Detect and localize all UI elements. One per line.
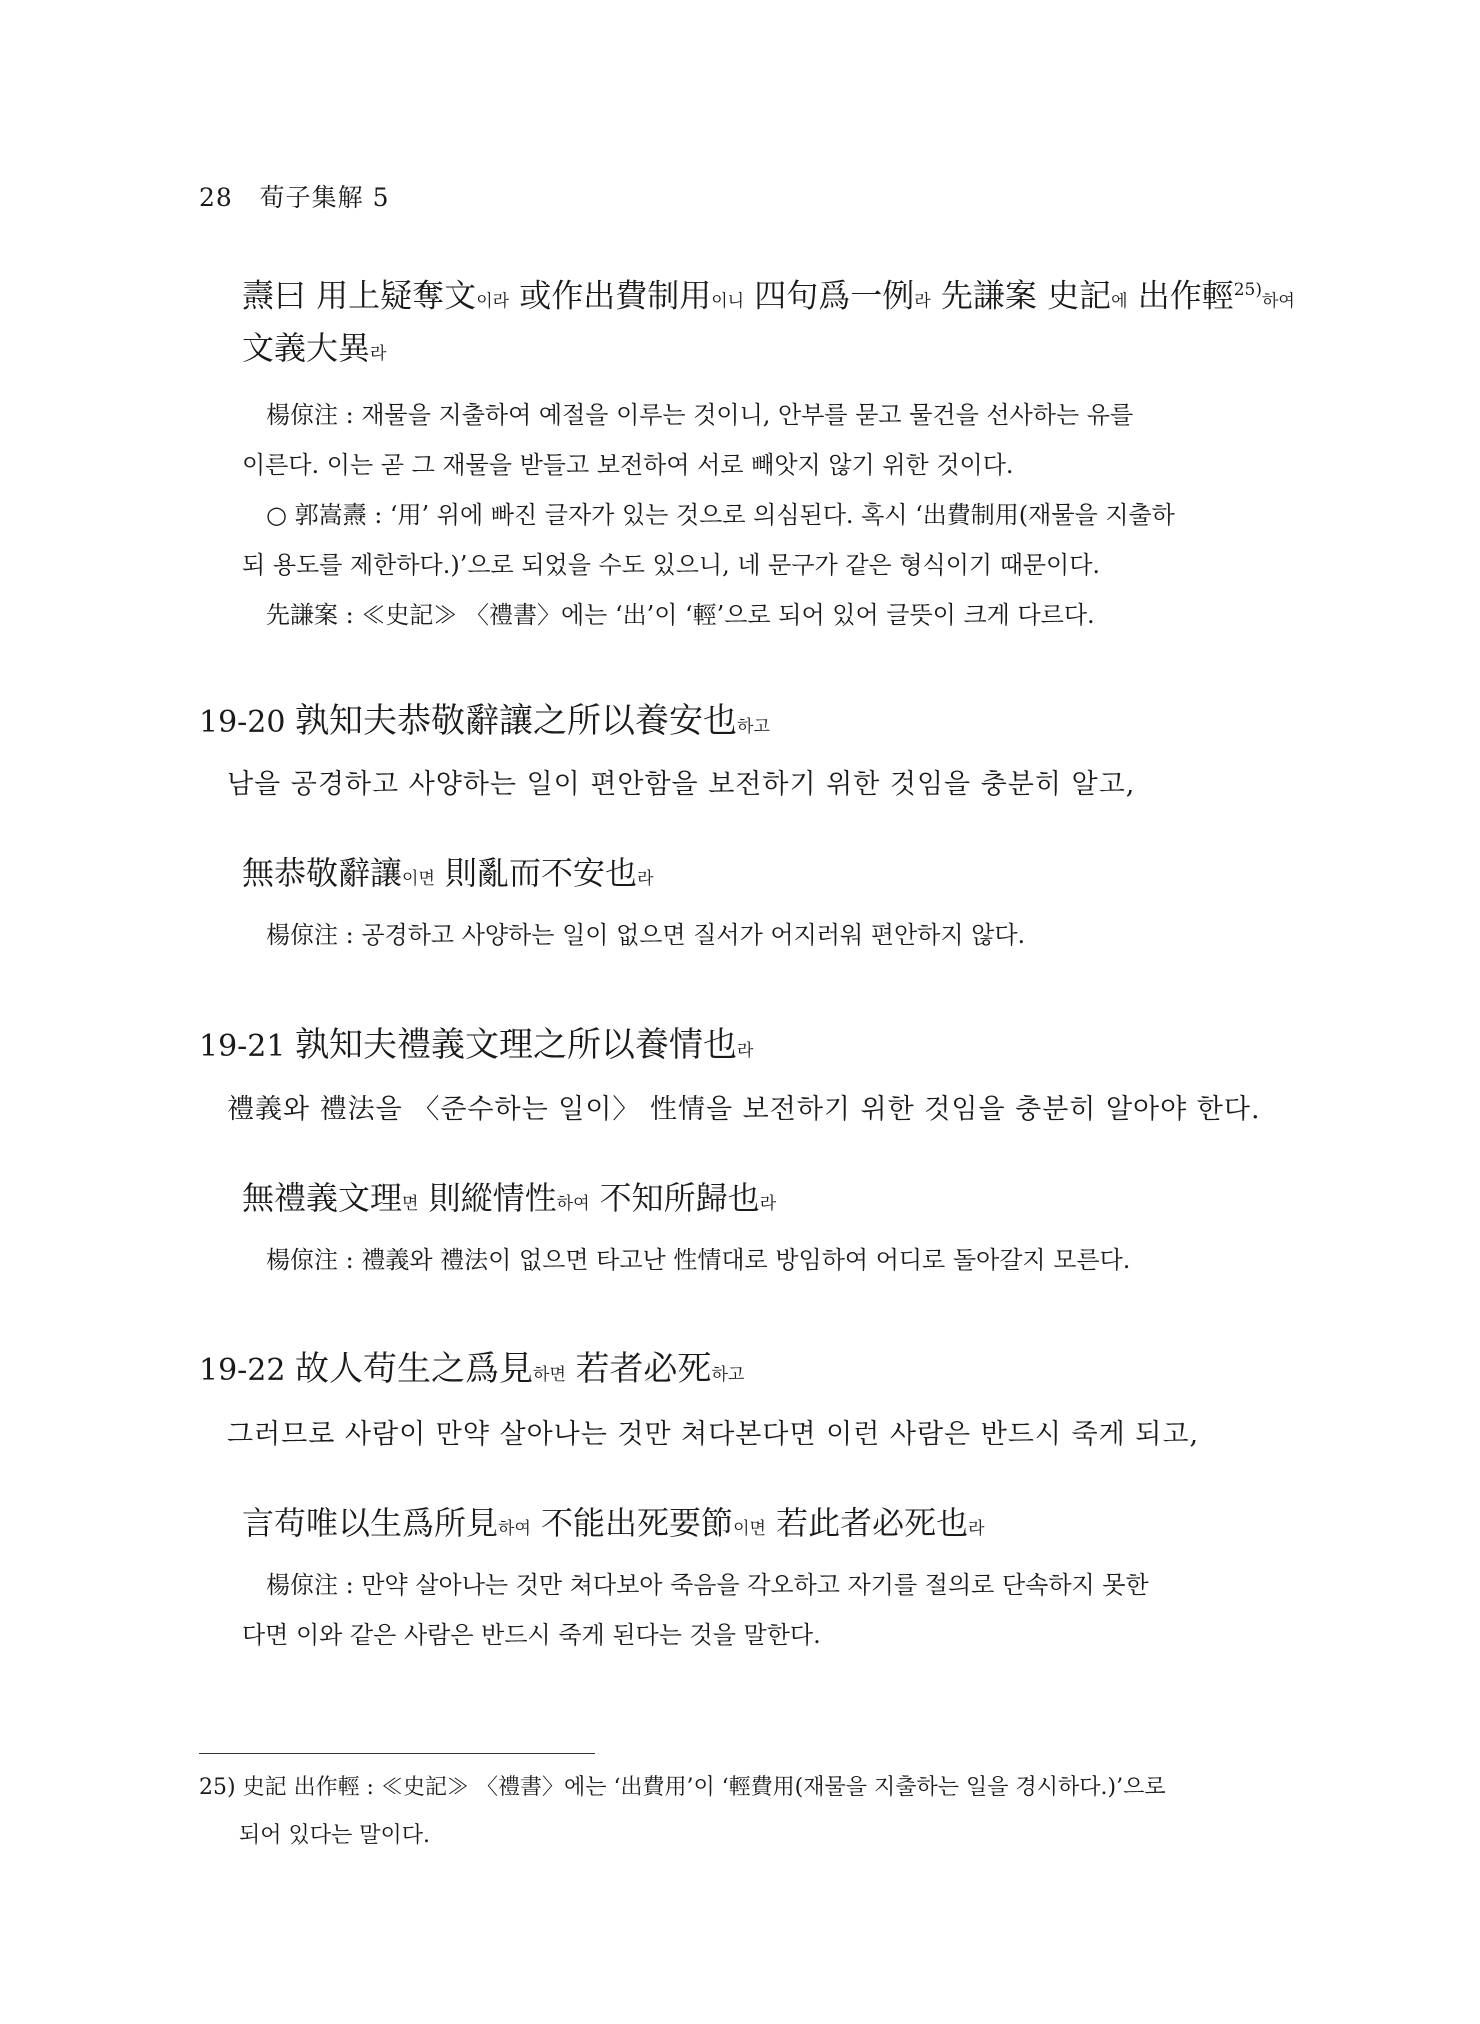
original-text: 孰知夫禮義文理之所以養情也	[295, 1025, 738, 1065]
original-text: 文義大異	[242, 329, 371, 367]
original-text: 則縱情性	[428, 1179, 557, 1217]
particle: 라	[737, 1041, 754, 1061]
section-original	[242, 845, 1302, 907]
section-translation: 남을 공경하고 사양하는 일이 편안함을 보전하기 위한 것임을 충분히 알고,	[227, 769, 1136, 800]
particle: 라	[759, 1194, 777, 1214]
section-translation: 그러므로 사람이 만약 살아나는 것만 쳐다본다면 이런 사람은 반드시 죽게 되고,	[227, 1419, 1200, 1450]
section-notes	[242, 910, 1302, 960]
particle: 하여	[498, 1519, 531, 1539]
particle: 면	[402, 1194, 419, 1214]
section-notes	[242, 1235, 1302, 1285]
original-text: 若此者必死也	[776, 1504, 969, 1542]
particle: 라	[968, 1519, 985, 1539]
original-text: 不能出死要節	[541, 1504, 734, 1542]
original-text: 無禮義文理	[242, 1179, 403, 1217]
original-text: 不知所歸也	[599, 1179, 760, 1217]
particle: 이니	[711, 291, 745, 312]
section-original	[242, 1495, 1302, 1557]
original-text: 或作出費制用	[519, 276, 712, 315]
intro-notes	[242, 390, 1302, 640]
original-text: 出作輕	[1137, 276, 1234, 315]
commentary: 先謙案 : ≪史記≫ 〈禮書〉에는 ‘出’이 ‘輕’으로 되어 있어 글뜻이 크게 다르다.	[266, 601, 1095, 629]
particle: 하여	[556, 1194, 590, 1214]
footnote-marker: 25)	[1233, 280, 1262, 300]
commentary: 楊倞注 : 공경하고 사양하는 일이 없으면 질서가 어지러워 편안하지 않다.	[266, 921, 1026, 949]
commentary: ○ 郭嵩燾 : ‘用’ 위에 빠진 글자가 있는 것으로 의심된다. 혹시 ‘出費制用(재물을 지출하	[266, 501, 1175, 529]
original-text: 燾曰 用上疑奪文	[242, 276, 477, 315]
original-text: 孰知夫恭敬辭讓之所以養安也	[295, 701, 738, 741]
section-number: 19-22	[199, 1353, 286, 1388]
section-translation: 禮義와 禮法을 〈준수하는 일이〉 性情을 보전하기 위한 것임을 충분히 알아야 한다.	[227, 1094, 1261, 1125]
original-text: 言苟唯以生爲所見	[242, 1504, 499, 1542]
footnote-divider	[199, 1753, 595, 1754]
commentary: 楊倞注 : 재물을 지출하여 예절을 이루는 것이니, 안부를 묻고 물건을 선사하는 유를	[266, 401, 1134, 429]
particle: 라	[370, 344, 387, 364]
section-heading	[199, 1344, 744, 1400]
original-text: 四句爲一例	[754, 276, 915, 315]
particle: 이면	[402, 869, 435, 889]
footnote-line: 25) 史記 出作輕 : ≪史記≫ 〈禮書〉에는 ‘出費用’이 ‘輕費用(재물을 지출하는 일을 경시하다.)’으로	[199, 1775, 1166, 1800]
commentary-cont: 다면 이와 같은 사람은 반드시 죽게 된다는 것을 말한다.	[242, 1621, 821, 1649]
commentary: 楊倞注 : 만약 살아나는 것만 쳐다보아 죽음을 각오하고 자기를 절의로 단속하지 못한	[266, 1571, 1149, 1599]
intro-original-line-2	[242, 320, 1302, 382]
running-header	[199, 178, 390, 214]
particle: 라	[914, 291, 931, 312]
footnote-line-cont: 되어 있다는 말이다.	[239, 1823, 430, 1848]
commentary-cont: 되 용도를 제한하다.)’으로 되었을 수도 있으니, 네 문구가 같은 형식이기 때문이다.	[242, 551, 1101, 579]
section-heading	[199, 1020, 753, 1076]
commentary-cont: 이른다. 이는 곧 그 재물을 받들고 보전하여 서로 빼앗지 않기 위한 것이다.	[242, 451, 1014, 479]
section-original	[242, 1170, 1302, 1232]
commentary: 楊倞注 : 禮義와 禮法이 없으면 타고난 性情대로 방임하여 어디로 돌아갈지 모른다.	[266, 1246, 1131, 1274]
particle: 하고	[737, 717, 770, 737]
footnote	[199, 1764, 1299, 1860]
original-text: 故人苟生之爲見	[295, 1349, 534, 1389]
book-title: 荀子集解 5	[259, 183, 390, 212]
original-text: 先謙案 史記	[940, 276, 1112, 315]
original-text: 無恭敬辭讓	[242, 854, 403, 892]
particle: 이면	[733, 1519, 766, 1539]
particle: 하여	[1261, 291, 1295, 312]
section-number: 19-20	[199, 705, 286, 740]
page-number: 28	[199, 183, 233, 212]
particle: 이라	[476, 291, 510, 312]
particle: 라	[637, 869, 654, 889]
section-number: 19-21	[199, 1029, 286, 1064]
section-heading	[199, 696, 770, 752]
particle: 하고	[711, 1365, 745, 1385]
particle: 에	[1111, 291, 1128, 312]
section-notes	[242, 1560, 1302, 1660]
original-text: 若者必死	[575, 1349, 712, 1389]
particle: 하면	[533, 1365, 566, 1385]
original-text: 則亂而不安也	[445, 854, 638, 892]
